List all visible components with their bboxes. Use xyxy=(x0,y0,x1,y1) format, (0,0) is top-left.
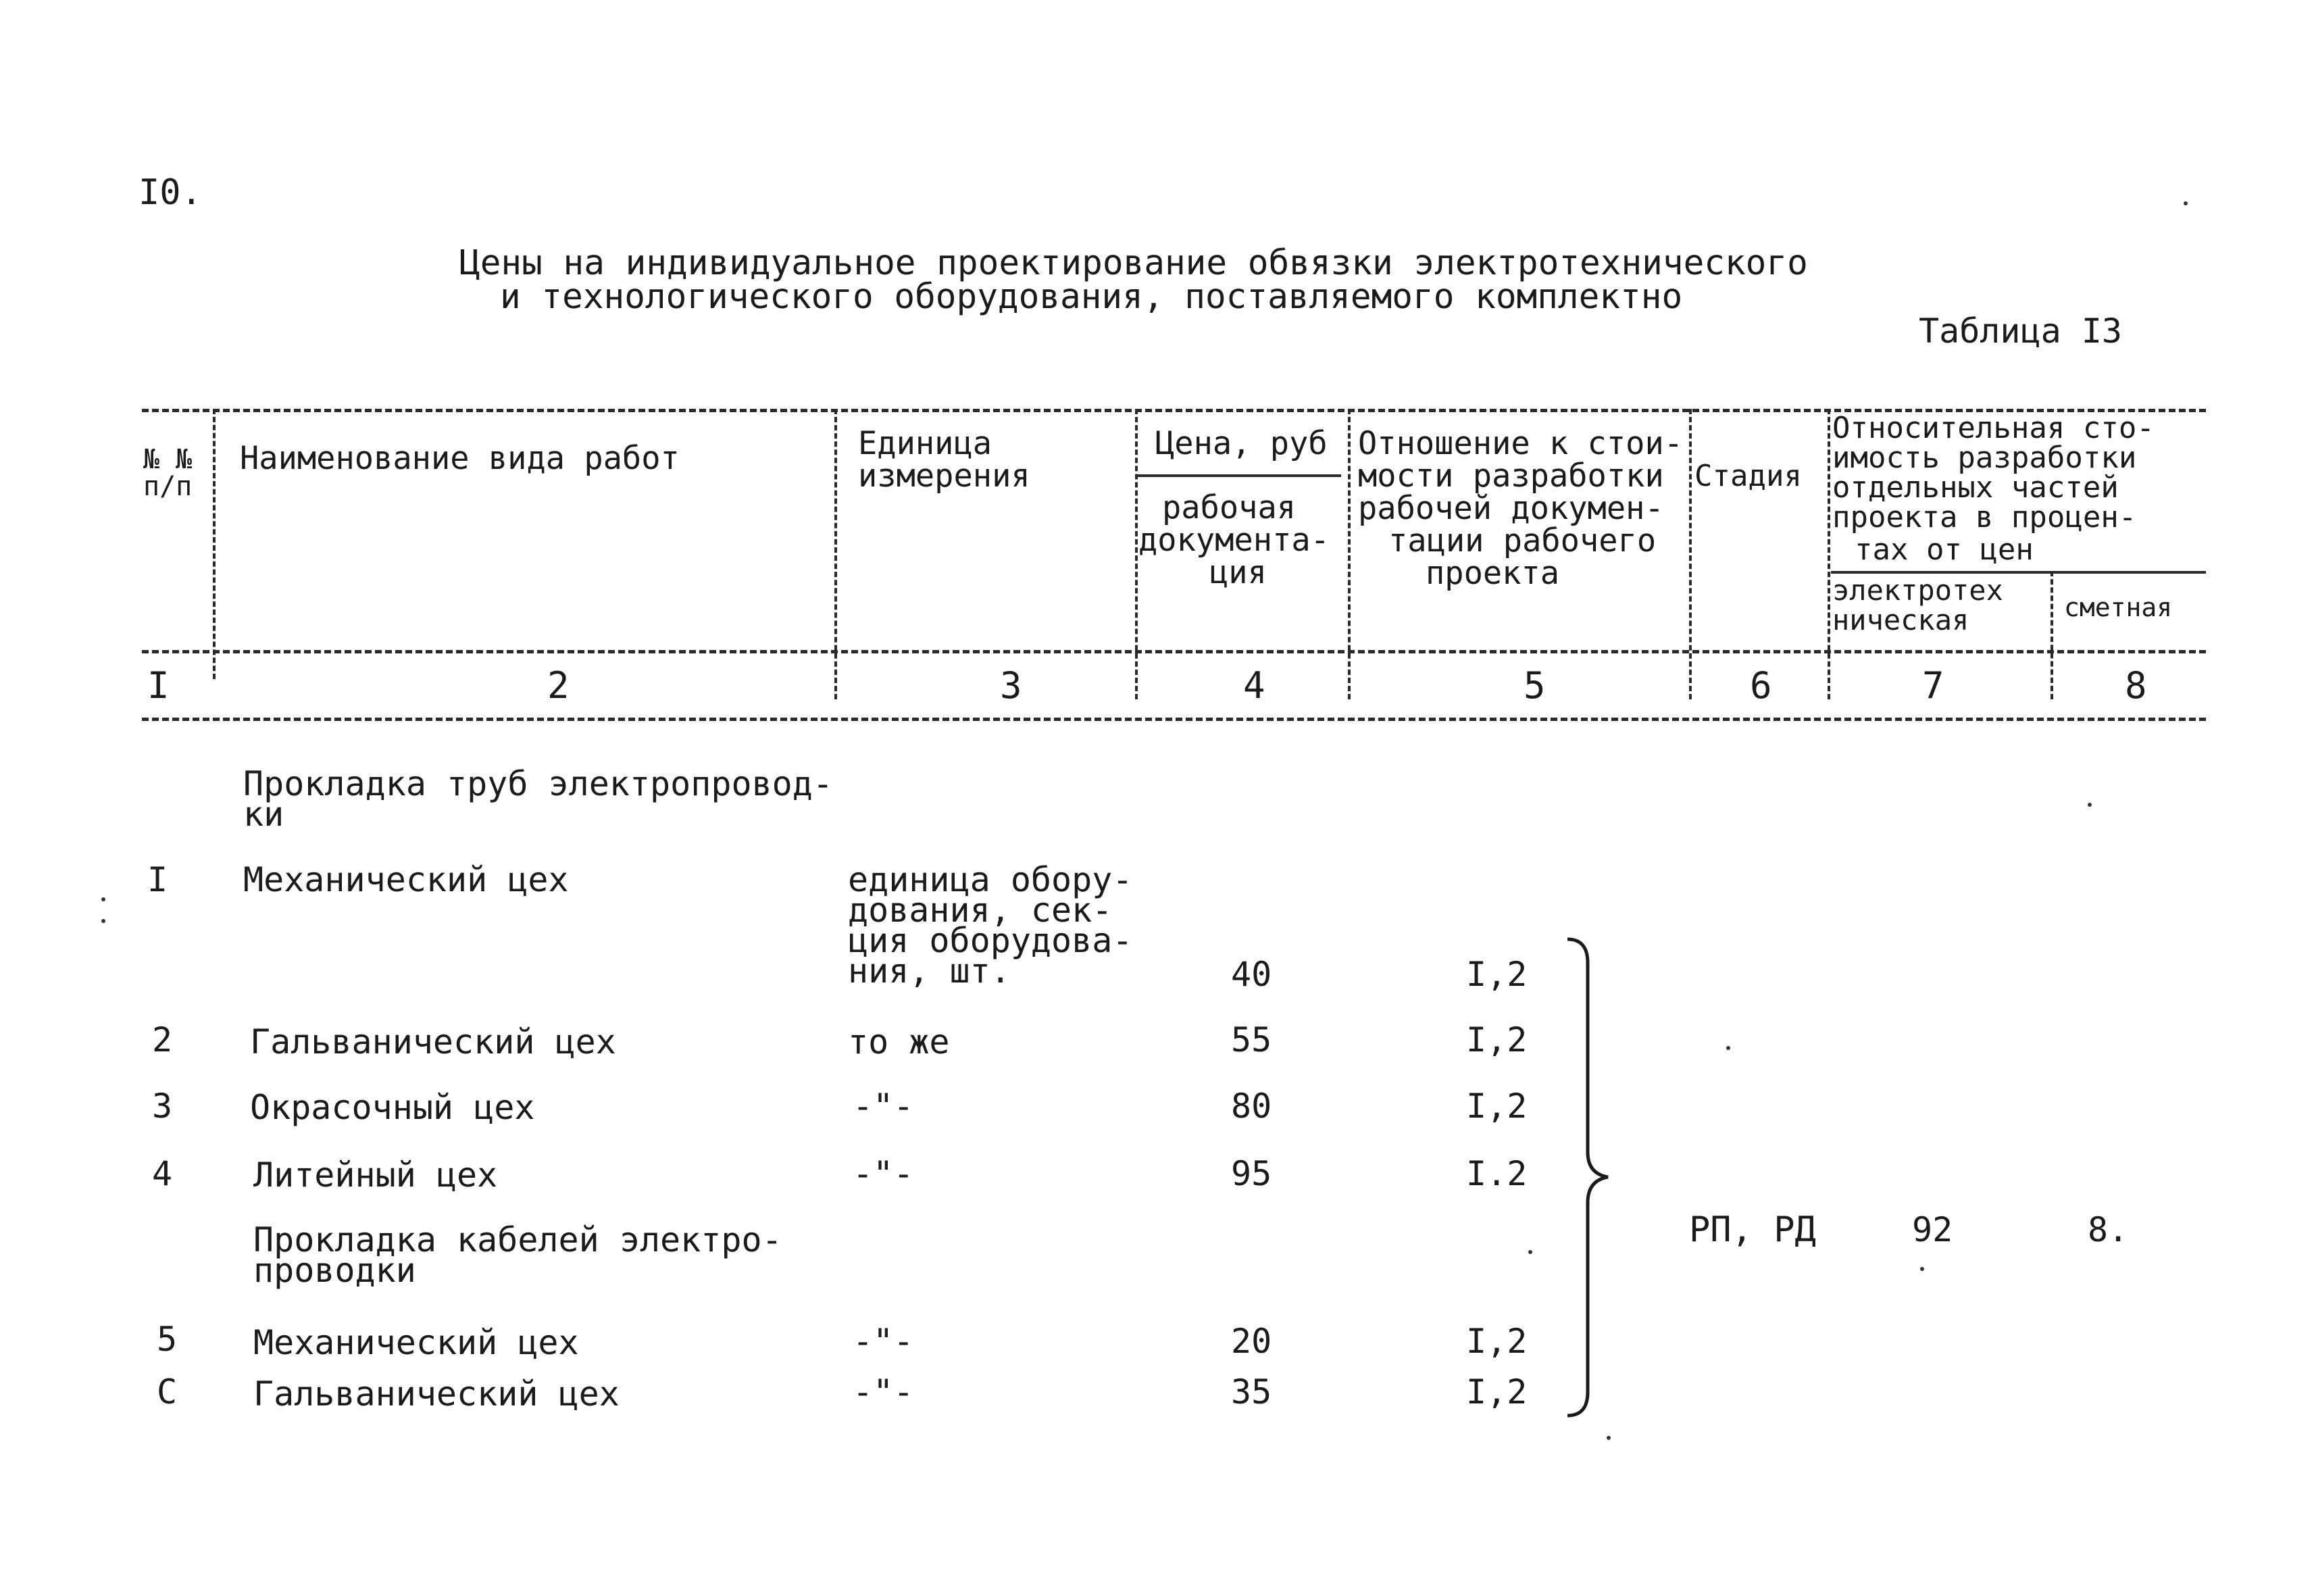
column-number-7: 7 xyxy=(1922,664,1944,707)
header-ratio-line4: тации рабочего xyxy=(1388,522,1657,559)
title-line-2: и технологического оборудования, поставляемого комплектно xyxy=(500,277,1683,317)
row-4-ratio: I.2 xyxy=(1466,1154,1528,1193)
col-sep-5 xyxy=(1689,409,1692,699)
col-sep-3 xyxy=(1135,409,1138,699)
col-sep-6 xyxy=(1828,409,1830,699)
group-brace xyxy=(1561,936,1621,1419)
header-unit-line2: измерения xyxy=(858,457,1030,495)
scan-speck xyxy=(2184,201,2188,205)
title-line-1: Цены на индивидуальное проектирование обвязки электротехнического xyxy=(459,243,1808,283)
row-1-ratio: I,2 xyxy=(1466,955,1528,994)
column-number-4: 4 xyxy=(1243,664,1265,707)
header-stage: Стадия xyxy=(1694,459,1802,493)
row-2-number: 2 xyxy=(152,1020,173,1059)
section-cables-line1: Прокладка кабелей электро- xyxy=(253,1220,782,1260)
column-number-3: 3 xyxy=(1000,664,1022,707)
row-6-unit: -"- xyxy=(853,1372,914,1412)
header-relative-line4: проекта в процен- xyxy=(1832,500,2137,534)
header-relative-line1: Относительная сто- xyxy=(1832,411,2155,445)
row-6-name: Гальванический цех xyxy=(253,1374,620,1414)
scan-speck xyxy=(1528,1250,1532,1254)
price-subheader-rule xyxy=(1135,474,1341,477)
header-ratio-line3: рабочей докумен- xyxy=(1358,490,1664,527)
column-number-2: 2 xyxy=(547,664,570,707)
header-relative-line3: отдельных частей xyxy=(1832,470,2119,505)
scan-speck xyxy=(2088,803,2092,807)
merged-electrotech: 92 xyxy=(1912,1210,1953,1249)
column-numbers-bottom-rule xyxy=(142,718,2206,721)
col-sep-2 xyxy=(834,409,837,699)
row-5-unit: -"- xyxy=(853,1322,914,1361)
header-ratio-line5: проекта xyxy=(1426,555,1560,592)
header-bottom-rule xyxy=(142,650,2206,653)
column-number-6: 6 xyxy=(1750,664,1772,707)
header-relative-line5: тах от цен xyxy=(1855,532,2034,567)
scan-speck xyxy=(101,919,105,923)
row-1-unit-line1: единица обору- xyxy=(848,860,1133,899)
row-2-unit: то же xyxy=(848,1022,950,1062)
row-1-price: 40 xyxy=(1231,955,1272,994)
row-2-ratio: I,2 xyxy=(1466,1020,1528,1059)
row-4-price: 95 xyxy=(1231,1154,1272,1193)
row-3-name: Окрасочный цех xyxy=(250,1088,535,1127)
page-number: I0. xyxy=(139,172,202,213)
section-pipes-line1: Прокладка труб электропровод- xyxy=(243,764,833,803)
row-3-number: 3 xyxy=(152,1087,173,1126)
header-ratio-line1: Отношение к стои- xyxy=(1358,425,1684,462)
col-sep-7 xyxy=(2051,571,2053,699)
header-estimate: сметная xyxy=(2064,593,2173,622)
row-3-unit: -"- xyxy=(853,1087,914,1126)
scan-speck xyxy=(1726,1046,1730,1050)
header-relative-line2: имость разработки xyxy=(1832,441,2137,475)
col-sep-4 xyxy=(1348,409,1351,699)
row-3-price: 80 xyxy=(1231,1087,1272,1126)
row-2-price: 55 xyxy=(1231,1020,1272,1059)
row-5-ratio: I,2 xyxy=(1466,1322,1528,1361)
row-4-number: 4 xyxy=(152,1154,173,1193)
row-1-unit-line2: дования, сек- xyxy=(848,891,1113,930)
header-price: Цена, руб xyxy=(1155,425,1328,462)
row-1-unit-line4: ния, шт. xyxy=(848,951,1011,991)
row-4-name: Литейный цех xyxy=(253,1155,498,1195)
row-5-price: 20 xyxy=(1231,1322,1272,1361)
row-1-name: Механический цех xyxy=(243,860,569,899)
header-price-sub-line1: рабочая xyxy=(1162,489,1297,526)
section-cables-line2: проводки xyxy=(253,1251,416,1290)
table-label: Таблица I3 xyxy=(1919,311,2123,351)
header-col1-line1: № № xyxy=(143,444,193,475)
section-pipes-line2: ки xyxy=(243,795,284,834)
row-6-price: 35 xyxy=(1231,1372,1272,1412)
scan-speck xyxy=(1607,1436,1611,1440)
row-6-ratio: I,2 xyxy=(1466,1372,1528,1412)
column-number-8: 8 xyxy=(2125,664,2147,707)
row-1-unit-line3: ция оборудова- xyxy=(848,921,1133,960)
row-4-unit: -"- xyxy=(853,1154,914,1193)
header-electrotech-line2: ническая xyxy=(1832,603,1969,637)
col-sep-1 xyxy=(213,409,216,679)
row-5-number: 5 xyxy=(157,1320,178,1359)
row-5-name: Механический цех xyxy=(253,1323,579,1362)
header-electrotech-line1: электротех xyxy=(1832,574,2003,607)
merged-stage: РП, РД xyxy=(1689,1210,1816,1250)
header-ratio-line2: мости разработки xyxy=(1358,457,1664,495)
row-3-ratio: I,2 xyxy=(1466,1087,1528,1126)
column-number-1: I xyxy=(147,664,170,707)
header-price-sub-line2: документа- xyxy=(1138,522,1330,559)
row-1-number: I xyxy=(147,860,168,899)
merged-estimate: 8. xyxy=(2088,1210,2129,1249)
header-price-sub-line3: ция xyxy=(1209,554,1267,591)
scan-speck xyxy=(101,897,105,901)
header-unit-line1: Единица xyxy=(858,425,992,462)
row-6-number: С xyxy=(157,1372,178,1412)
scan-speck xyxy=(1920,1267,1924,1271)
header-work-name: Наименование вида работ xyxy=(240,440,680,477)
header-col1-line2: п/п xyxy=(143,471,193,502)
row-2-name: Гальванический цех xyxy=(250,1022,616,1062)
column-number-5: 5 xyxy=(1524,664,1546,707)
